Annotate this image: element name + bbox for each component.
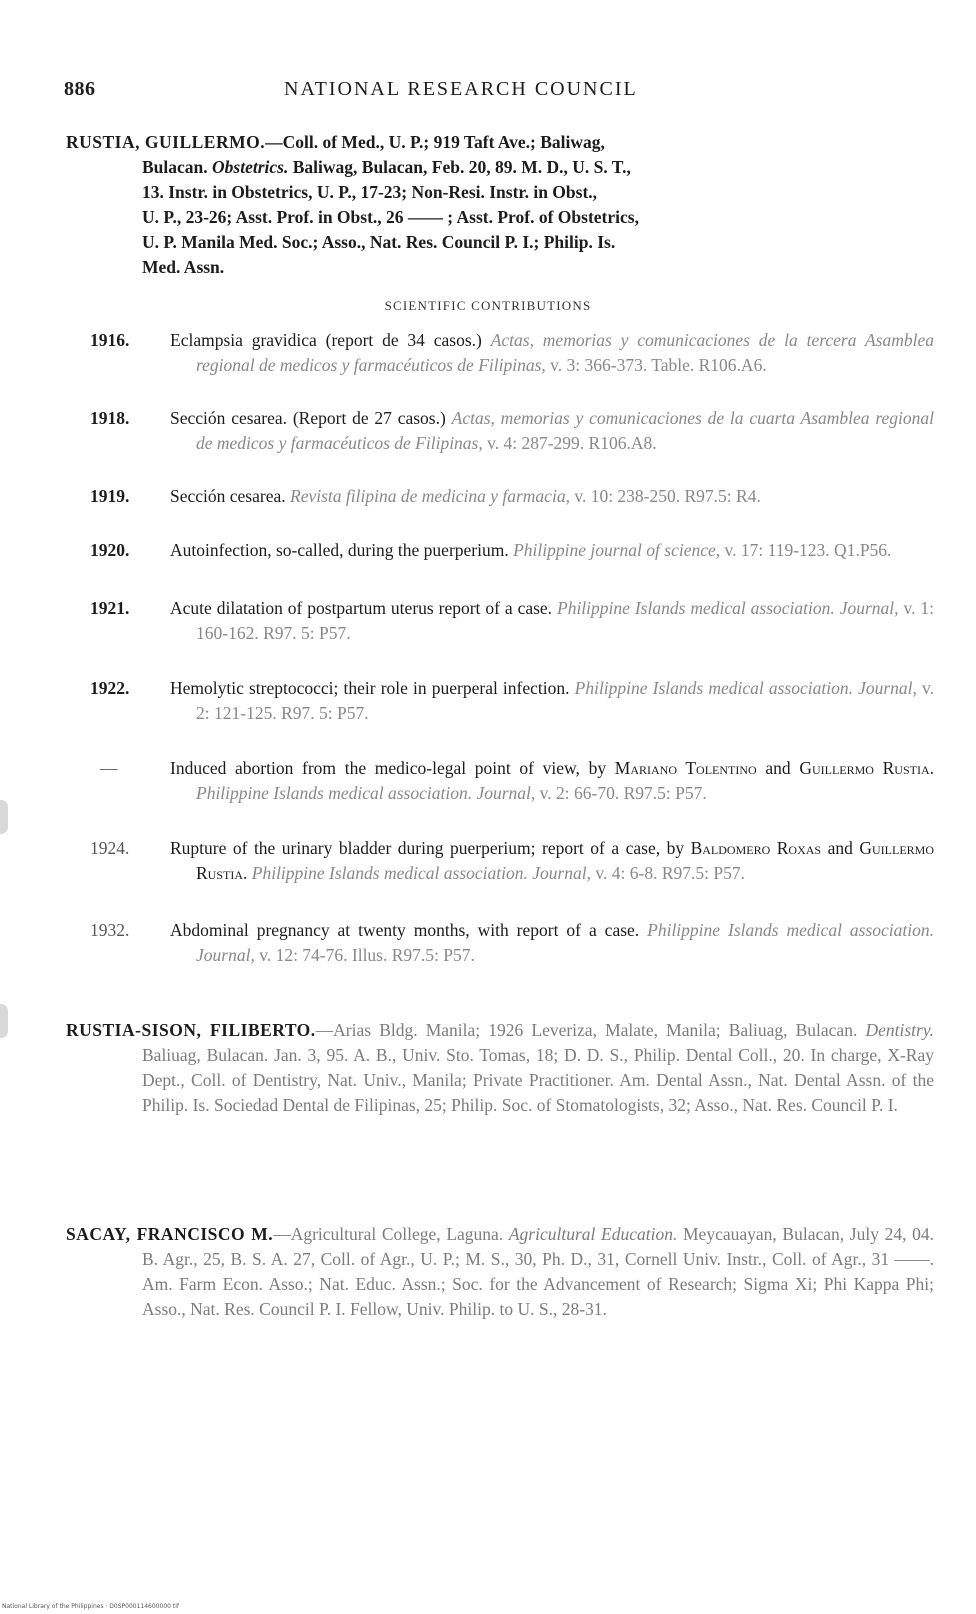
contribution-source: Revista filipina de medicina y farmacia,	[290, 486, 570, 506]
contribution-title: and	[756, 758, 800, 778]
contribution-year: 1924.	[90, 838, 130, 858]
contribution-title: Autoinfection, so-called, during the puerperium.	[170, 540, 514, 560]
entry-field: Dentistry.	[865, 1020, 934, 1040]
contribution-source: Philippine Islands medical association. Journal,	[196, 783, 536, 803]
entry-text: Med. Assn.	[142, 257, 225, 277]
contribution-rest: v. 2: 66-70. R97.5: P57.	[535, 783, 707, 803]
contribution-rest: v. 12: 74-76. Illus. R97.5: P57.	[254, 945, 475, 965]
entry-rustia-sison	[66, 1018, 934, 1118]
contribution-rest: v. 4: 287-299. R106.A8.	[482, 433, 657, 453]
entry-text: Baliwag, Bulacan, Feb. 20, 89. M. D., U. S. T.,	[288, 157, 631, 177]
contribution-title: Acute dilatation of postpartum uterus report of a case.	[170, 598, 557, 618]
contribution-rest: v. 17: 119-123. Q1.P56.	[720, 540, 892, 560]
contribution-rest: v. 2: 121-125. R97. 5: P57.	[196, 678, 934, 723]
contribution-rest: v. 10: 238-250. R97.5: R4.	[569, 486, 761, 506]
entry-name: RUSTIA, GUILLERMO.	[66, 132, 266, 152]
contribution-title: Rupture of the urinary bladder during puerperium; report of a case, by	[170, 838, 691, 858]
contribution-title: Abdominal pregnancy at twenty months, with report of a case.	[170, 920, 648, 940]
contribution-author: Guillermo Rustia	[196, 838, 934, 883]
contribution-item	[90, 596, 934, 646]
contribution-rest: v. 4: 6-8. R97.5: P57.	[591, 863, 745, 883]
contribution-year: 1920.	[90, 540, 130, 560]
contribution-item	[90, 484, 934, 509]
entry-body	[66, 1222, 934, 1322]
entry-rustia-guillermo	[66, 130, 934, 280]
contribution-source: Philippine Islands medical association. Journal,	[574, 678, 917, 698]
contribution-source: Philippine Islands medical association. Journal,	[557, 598, 899, 618]
contribution-item	[90, 918, 934, 968]
entry-text: 13. Instr. in Obstetrics, U. P., 17-23; Non-Resi. Instr. in Obst.,	[142, 182, 598, 202]
contribution-author: Mariano Tolentino	[614, 758, 757, 778]
contribution-item	[90, 538, 934, 563]
contribution-source: Philippine Islands medical association. Journal,	[196, 920, 934, 965]
contribution-author: Baldomero Roxas	[690, 838, 822, 858]
contribution-source: Philippine journal of science,	[513, 540, 721, 560]
contribution-source: Actas, memorias y comunicaciones de la tercera Asamblea regional de medicos y farmacéuticos de Filipinas,	[196, 330, 934, 375]
contribution-year: 1918.	[90, 408, 130, 428]
entry-field: Obstetrics.	[212, 157, 289, 177]
contribution-title: .	[929, 758, 934, 778]
contribution-source: Actas, memorias y comunicaciones de la cuarta Asamblea regional de medicos y farmacéuticos de Filipinas,	[196, 408, 934, 453]
entry-name: SACAY, FRANCISCO M.	[66, 1224, 274, 1244]
entry-text: —Coll. of Med., U. P.; 919 Taft Ave.; Baliwag,	[265, 132, 605, 152]
contribution-item	[90, 676, 934, 726]
contribution-year: 1916.	[90, 330, 130, 350]
entry-text: —Arias Bldg. Manila; 1926 Leveriza, Malate, Manila; Baliuag, Bulacan.	[315, 1020, 866, 1040]
contribution-rest: v. 1: 160-162. R97. 5: P57.	[196, 598, 934, 643]
entry-name: RUSTIA-SISON, FILIBERTO.	[66, 1020, 316, 1040]
contribution-item	[90, 756, 934, 806]
entry-text: U. P., 23-26; Asst. Prof. in Obst., 26 —— ; Asst. Prof. of Obstetrics,	[142, 207, 639, 227]
entry-text: —Agricultural College, Laguna.	[273, 1224, 509, 1244]
entry-field: Agricultural Education.	[508, 1224, 678, 1244]
contribution-title: Hemolytic streptococci; their role in puerperal infection.	[170, 678, 575, 698]
contribution-title: .	[243, 863, 252, 883]
entry-text: Baliuag, Bulacan. Jan. 3, 95. A. B., Univ. Sto. Tomas, 18; D. D. S., Philip. Dental Coll., 20. In charge, X-Ray Dept., Coll. of Dentistry, Nat. Univ., Manila; Private Practitioner. Am. Dental Assn., Nat. Dental Assn. of the Philip. Is. Sociedad Dental de Filipinas, 25; Philip. Soc. of Stomatologists, 32; Asso., Nat. Res. Council P. I.	[142, 1045, 934, 1115]
contribution-title: Sección cesarea. (Report de 27 casos.)	[170, 408, 452, 428]
contribution-year: 1922.	[90, 678, 130, 698]
contribution-source: Philippine Islands medical association. Journal,	[251, 863, 592, 883]
entry-text: Bulacan.	[142, 157, 213, 177]
contribution-title: Induced abortion from the medico-legal point of view, by	[170, 758, 615, 778]
contribution-year: 1932.	[90, 920, 130, 940]
contribution-title: Sección cesarea.	[170, 486, 290, 506]
entry-text: U. P. Manila Med. Soc.; Asso., Nat. Res. Council P. I.; Philip. Is.	[142, 232, 616, 252]
contribution-title: Eclampsia gravidica (report de 34 casos.)	[170, 330, 491, 350]
contribution-author: Guillermo Rustia	[799, 758, 930, 778]
contribution-year: 1919.	[90, 486, 130, 506]
running-head: NATIONAL RESEARCH COUNCIL	[284, 78, 638, 100]
entry-sacay	[66, 1222, 934, 1322]
scan-margin-mark	[0, 1004, 8, 1038]
section-heading: SCIENTIFIC CONTRIBUTIONS	[384, 298, 592, 313]
contribution-item	[90, 328, 934, 378]
contribution-rest: v. 3: 366-373. Table. R106.A6.	[545, 355, 767, 375]
page-number: 886	[64, 78, 96, 100]
contribution-year: 1921.	[90, 598, 130, 618]
contribution-title: and	[821, 838, 860, 858]
contribution-item	[90, 406, 934, 456]
entry-text: Meycauayan, Bulacan, July 24, 04. B. Agr., 25, B. S. A. 27, Coll. of Agr., U. P.; M. S., 30, Ph. D., 31, Cornell Univ. Instr., Coll. of Agr., 31 ——. Am. Farm Econ. Asso.; Nat. Educ. Assn.; Soc. for the Advancement of Research; Sigma Xi; Phi Kappa Phi; Asso., Nat. Res. Council P. I. Fellow, Univ. Philip. to U. S., 28-31.	[142, 1224, 935, 1319]
contribution-item	[90, 836, 934, 886]
entry-body	[66, 130, 934, 280]
scan-margin-mark	[0, 800, 8, 834]
page-header	[64, 78, 934, 104]
scan-credit: National Library of the Philippines · D0SP000114600000 tif	[2, 1603, 179, 1610]
entry-body	[66, 1018, 934, 1118]
contribution-year: —	[100, 758, 118, 778]
